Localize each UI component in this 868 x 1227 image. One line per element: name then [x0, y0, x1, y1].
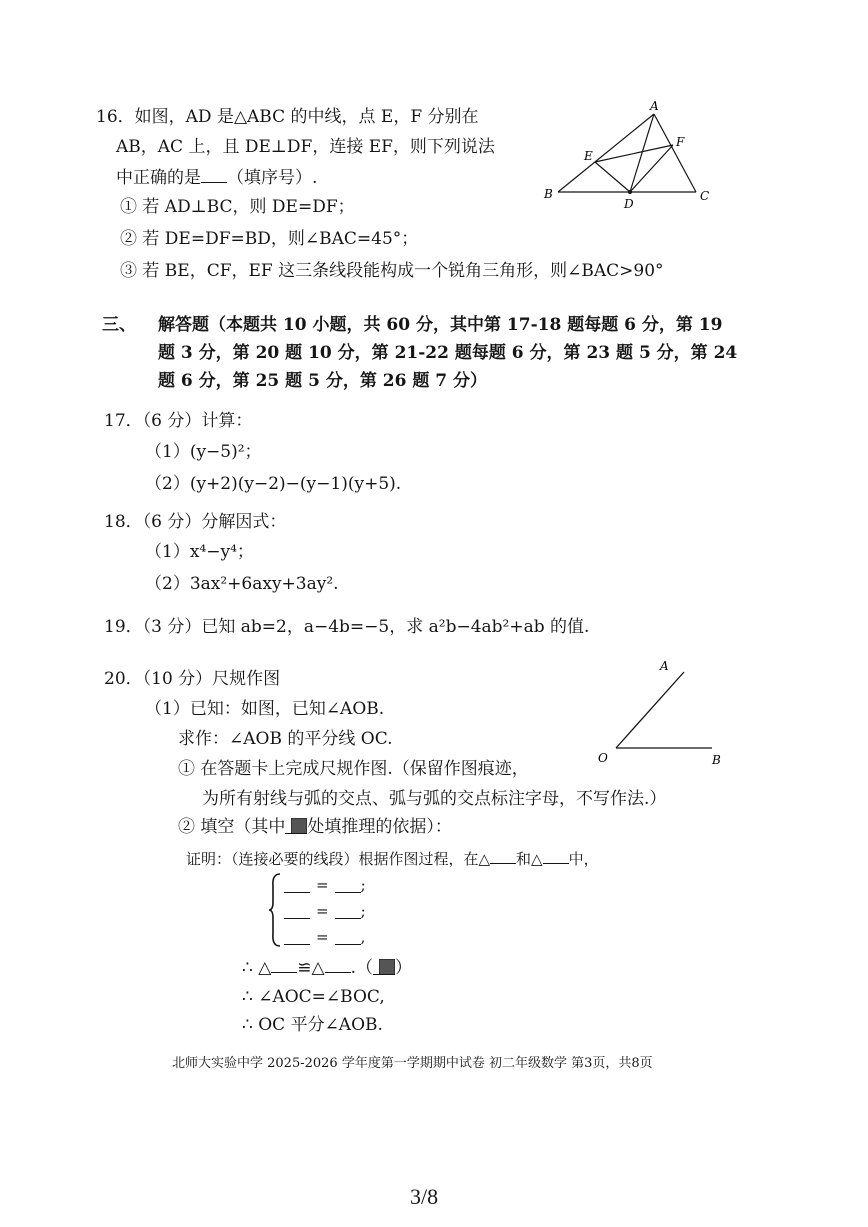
eq-left-blank [284, 878, 310, 893]
eq-right-blank [335, 930, 361, 945]
q20-known: （1）已知：如图，已知∠AOB. [145, 699, 385, 719]
fig-label-b: B [712, 753, 721, 767]
q17-title: 17．（6 分）计算： [104, 411, 253, 431]
reason-box-blank [373, 959, 395, 973]
equation-system [284, 872, 366, 950]
page-number: 3/8 [410, 1184, 439, 1209]
fig-label-d: D [624, 197, 634, 211]
triangle1-blank [490, 849, 516, 864]
q19-text: 19．（3 分）已知 ab=2，a−4b=−5，求 a²b−4ab²+ab 的值. [104, 617, 590, 637]
q16-option-2: ② 若 DE=DF=BD，则∠BAC=45°； [120, 229, 419, 249]
fig-label-c: C [700, 189, 710, 203]
system-brace [268, 872, 282, 948]
section3-number: 三、 [102, 315, 136, 335]
q16-option-3: ③ 若 BE，CF，EF 这三条线段能构成一个锐角三角形，则∠BAC>90° [120, 261, 664, 281]
q18-title: 18．（6 分）分解因式： [104, 512, 287, 532]
eq-left-blank [284, 930, 310, 945]
q20-step2 [178, 818, 452, 837]
proof-post: 中， [568, 850, 599, 868]
section3-line2: 题 3 分，第 20 题 10 分，第 21-22 题每题 6 分，第 23 题 5 分，第 24 [158, 343, 738, 363]
eq-left-blank [284, 904, 310, 919]
triangle-figure [540, 100, 720, 215]
q20-step1-line1: ① 在答题卡上完成尺规作图.（保留作图痕迹， [178, 759, 529, 779]
q16-line2: AB，AC 上，且 DE⊥DF，连接 EF，则下列说法 [116, 137, 495, 157]
fig-label-o: O [598, 751, 608, 765]
equation-row: = ; [284, 872, 366, 898]
q20-therefore-congruent: ∴ △ ≌△ .（ ） [242, 958, 413, 978]
angle-figure [592, 656, 732, 768]
q16-line3-post: （填序号）. [227, 168, 318, 188]
equation-row: = , [284, 924, 366, 950]
q20-step2-post: 处填推理的依据）： [307, 817, 452, 837]
fig-label-b: B [544, 187, 553, 201]
proof-mid: 和△ [516, 850, 543, 868]
q16-line3-pre: 中正确的是 [116, 168, 201, 188]
fig-label-a: A [650, 100, 659, 113]
fig-label-f: F [676, 135, 685, 149]
triangle2-blank [543, 849, 569, 864]
q20-requirement: 求作：∠AOB 的平分线 OC. [178, 729, 393, 749]
reason-box [291, 818, 307, 834]
fig-label-a: A [660, 659, 669, 673]
q17-part2: （2）(y+2)(y−2)−(y−1)(y+5). [145, 474, 402, 494]
q20-therefore-angles: ∴ ∠AOC=∠BOC, [242, 987, 385, 1007]
eq-right-blank [335, 878, 361, 893]
equation-row: = ; [284, 898, 366, 924]
q18-part1: （1）x⁴−y⁴； [145, 542, 254, 562]
q20-step2-pre: ② 填空（其中 [178, 817, 286, 837]
fig-label-e: E [584, 149, 593, 163]
q20-therefore-bisect: ∴ OC 平分∠AOB. [242, 1015, 383, 1035]
q18-part2: （2）3ax²+6axy+3ay². [145, 574, 339, 594]
congruent-tri2-blank [325, 958, 351, 973]
reason-box [379, 959, 395, 975]
section3-line3: 题 6 分，第 25 题 5 分，第 26 题 7 分） [158, 371, 487, 391]
q16-line3 [116, 168, 317, 188]
q16-line1: 16．如图，AD 是△ABC 的中线，点 E，F 分别在 [96, 107, 479, 127]
q20-title: 20．（10 分）尺规作图 [104, 669, 281, 689]
eq-right-blank [335, 904, 361, 919]
q16-option-1: ① 若 AD⊥BC，则 DE=DF； [120, 197, 355, 217]
proof-pre: 证明：（连接必要的线段）根据作图过程，在△ [186, 850, 491, 868]
q20-proof-line [186, 848, 599, 869]
q20-step1-line2: 为所有射线与弧的交点、弧与弧的交点标注字母，不写作法.） [202, 789, 667, 809]
page-footer: 北师大实验中学 2025-2026 学年度第一学期期中试卷 初二年级数学 第3页，共8页 [172, 1056, 653, 1071]
section3-line1: 解答题（本题共 10 小题，共 60 分，其中第 17-18 题每题 6 分，第 19 [158, 315, 723, 335]
answer-blank [201, 168, 227, 183]
q17-part1: （1）(y−5)²； [145, 442, 262, 462]
reason-box-blank [285, 818, 307, 832]
congruent-tri1-blank [271, 958, 297, 973]
